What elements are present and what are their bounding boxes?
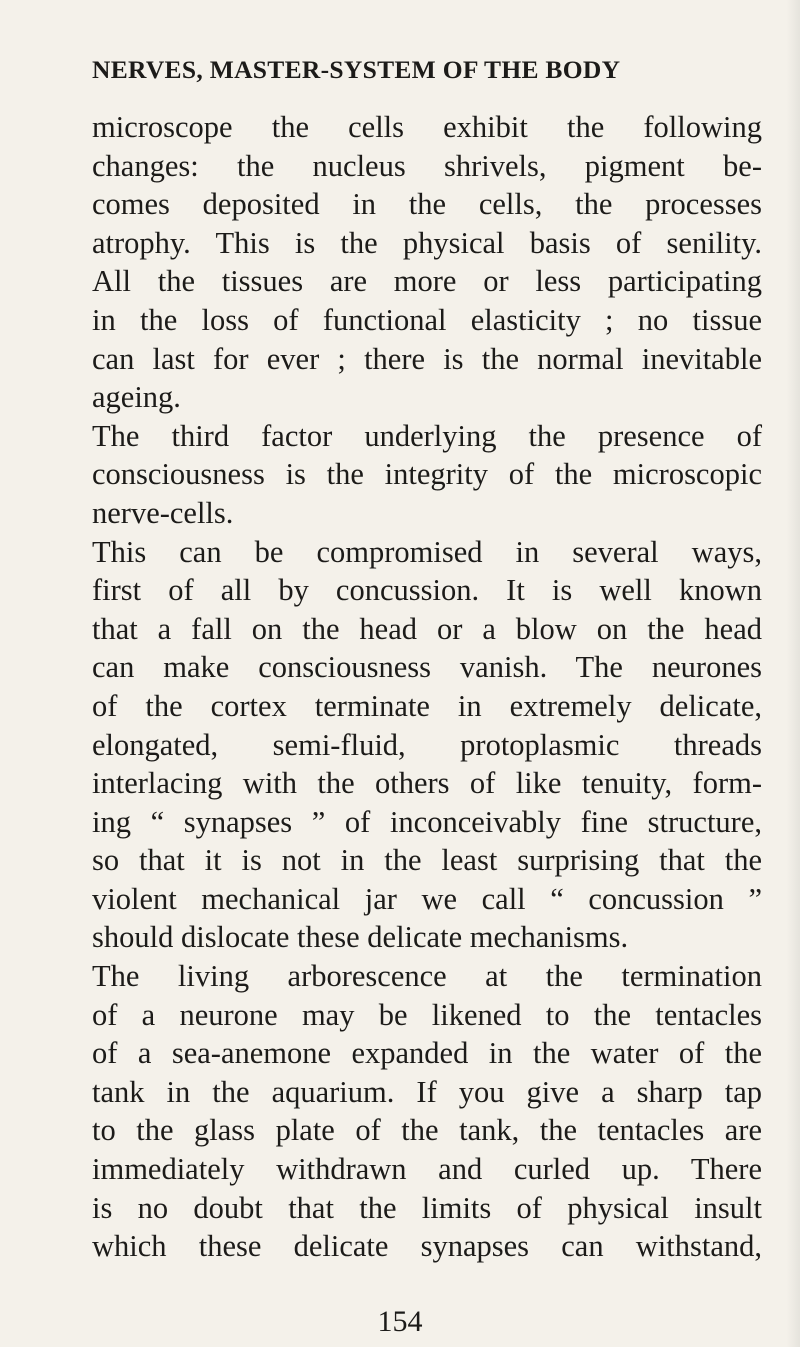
- text-line: microscope the cells exhibit the following: [92, 110, 762, 144]
- text-line: ing “ synapses ” of inconceivably fine structure,: [92, 804, 762, 839]
- text-line: The third factor underlying the presence of: [92, 418, 762, 453]
- body-text: [92, 108, 762, 1266]
- text-line: which these delicate synapses can withstand,: [92, 1229, 762, 1264]
- text-line: to the glass plate of the tank, the tentacles are: [92, 1113, 762, 1148]
- text-line: ageing.: [92, 380, 181, 415]
- text-line: can last for ever ; there is the normal inevitable: [92, 341, 762, 376]
- text-line: first of all by concussion. It is well known: [92, 573, 762, 608]
- text-line: of a neurone may be likened to the tentacles: [92, 997, 762, 1032]
- text-line: of a sea-anemone expanded in the water of the: [92, 1036, 762, 1071]
- text-line: in the loss of functional elasticity ; no tissue: [92, 302, 762, 337]
- text-line: atrophy. This is the physical basis of senility.: [92, 225, 762, 260]
- text-line: of the cortex terminate in extremely delicate,: [92, 688, 762, 723]
- text-line: comes deposited in the cells, the processes: [92, 187, 762, 222]
- text-line: should dislocate these delicate mechanisms.: [92, 920, 629, 955]
- page-edge-shadow: [786, 0, 800, 1347]
- text-line: tank in the aquarium. If you give a sharp tap: [92, 1074, 762, 1109]
- page-number: 154: [377, 1305, 423, 1338]
- text-line: All the tissues are more or less participating: [92, 264, 762, 299]
- text-line: consciousness is the integrity of the microscopic: [92, 457, 762, 492]
- text-line: nerve-cells.: [92, 495, 234, 530]
- text-line: elongated, semi-fluid, protoplasmic threads: [92, 727, 762, 762]
- text-line: is no doubt that the limits of physical insult: [92, 1190, 762, 1225]
- running-head: NERVES, MASTER-SYSTEM OF THE BODY: [92, 55, 621, 84]
- text-line: The living arborescence at the termination: [92, 959, 762, 994]
- text-line: can make consciousness vanish. The neurones: [92, 650, 762, 685]
- text-line: that a fall on the head or a blow on the head: [92, 611, 762, 646]
- text-line: immediately withdrawn and curled up. There: [92, 1152, 762, 1187]
- text-line: violent mechanical jar we call “ concussion ”: [92, 881, 762, 916]
- text-line: interlacing with the others of like tenuity, form-: [92, 766, 762, 801]
- text-line: This can be compromised in several ways,: [92, 534, 762, 569]
- text-line: changes: the nucleus shrivels, pigment be-: [92, 148, 762, 183]
- text-line: so that it is not in the least surprising that the: [92, 843, 762, 878]
